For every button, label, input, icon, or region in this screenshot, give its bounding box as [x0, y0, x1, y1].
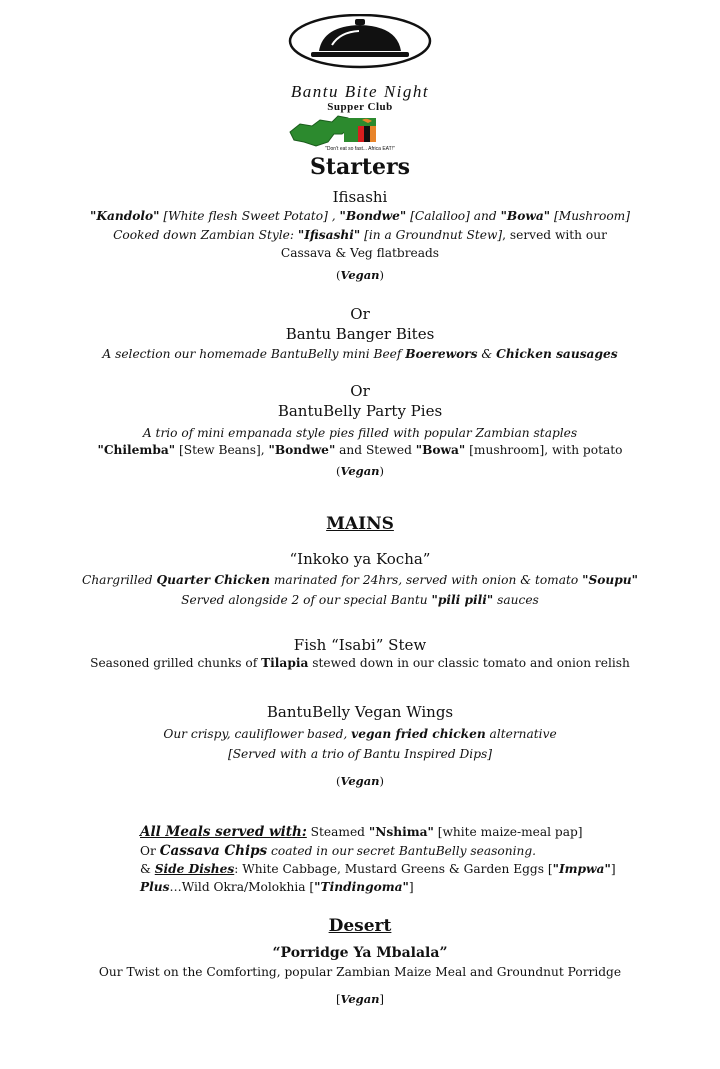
sides-line2: Or Cassava Chips coated in our secret BantuBelly seasoning. [140, 843, 537, 859]
or-separator: Or [350, 305, 370, 323]
dish-name-inkoko: “Inkoko ya Kocha” [289, 550, 431, 568]
sides-line3: & Side Dishes: White Cabbage, Mustard Greens & Garden Eggs ["Impwa"] [140, 862, 616, 876]
vegan-tag: (Vegan) [335, 774, 385, 788]
sides-line1: All Meals served with: Steamed "Nshima" [white maize-meal pap] [140, 824, 583, 840]
dish-desc-ifisashi-line3: Cassava & Veg flatbreads [280, 246, 440, 260]
cloche-icon [285, 14, 435, 76]
section-title-starters: Starters [309, 154, 411, 180]
dish-desc-ifisashi-line2: Cooked down Zambian Style: "Ifisashi" [in a Groundnut Stew], served with our [113, 228, 607, 242]
vegan-tag: (Vegan) [335, 464, 385, 478]
dish-desc-vegan-wings-line2: [Served with a trio of Bantu Inspired Dips] [227, 747, 493, 761]
dish-desc-porridge: Our Twist on the Comforting, popular Zambian Maize Meal and Groundnut Porridge [98, 965, 622, 979]
dish-name-banger-bites: Bantu Banger Bites [285, 325, 435, 343]
dish-name-porridge: “Porridge Ya Mbalala” [272, 945, 448, 961]
dish-desc-party-pies-line1: A trio of mini empanada style pies filled with popular Zambian staples [142, 426, 578, 440]
dish-desc-isabi-stew: Seasoned grilled chunks of Tilapia stewed down in our classic tomato and onion relish [90, 656, 630, 670]
dish-name-ifisashi: Ifisashi [332, 188, 388, 206]
dish-name-isabi-stew: Fish “Isabi” Stew [293, 636, 427, 654]
dish-desc-vegan-wings-line1: Our crispy, cauliflower based, vegan fried chicken alternative [163, 727, 557, 741]
club-name: Supper Club [327, 101, 393, 113]
dish-desc-inkoko-line2: Served alongside 2 of our special Bantu "pili pili" sauces [181, 593, 539, 607]
dish-name-vegan-wings: BantuBelly Vegan Wings [266, 703, 454, 721]
dish-desc-banger-bites: A selection our homemade BantuBelly mini Beef Boerewors & Chicken sausages [102, 347, 618, 361]
dish-desc-inkoko-line1: Chargrilled Quarter Chicken marinated for 24hrs, served with onion & tomato "Soupu" [82, 573, 638, 587]
or-separator: Or [350, 382, 370, 400]
dish-desc-ifisashi-line1: "Kandolo" [White flesh Sweet Potato] , "Bondwe" [Calalloo] and "Bowa" [Mushroom] [90, 209, 630, 223]
vegan-tag: (Vegan) [335, 268, 385, 282]
section-title-mains: MAINS [326, 514, 394, 534]
dish-desc-party-pies-line2: "Chilemba" [Stew Beans], "Bondwe" and Stewed "Bowa" [mushroom], with potato [97, 443, 623, 457]
sides-line4: Plus…Wild Okra/Molokhia ["Tindingoma"] [140, 880, 414, 894]
dish-name-party-pies: BantuBelly Party Pies [277, 402, 443, 420]
tagline: "Don't eat so fast... Africa EAT!" [325, 146, 395, 152]
brand-name: Bantu Bite Night [290, 82, 430, 101]
section-title-desert: Desert [328, 916, 392, 936]
vegan-tag: [Vegan] [335, 992, 385, 1006]
